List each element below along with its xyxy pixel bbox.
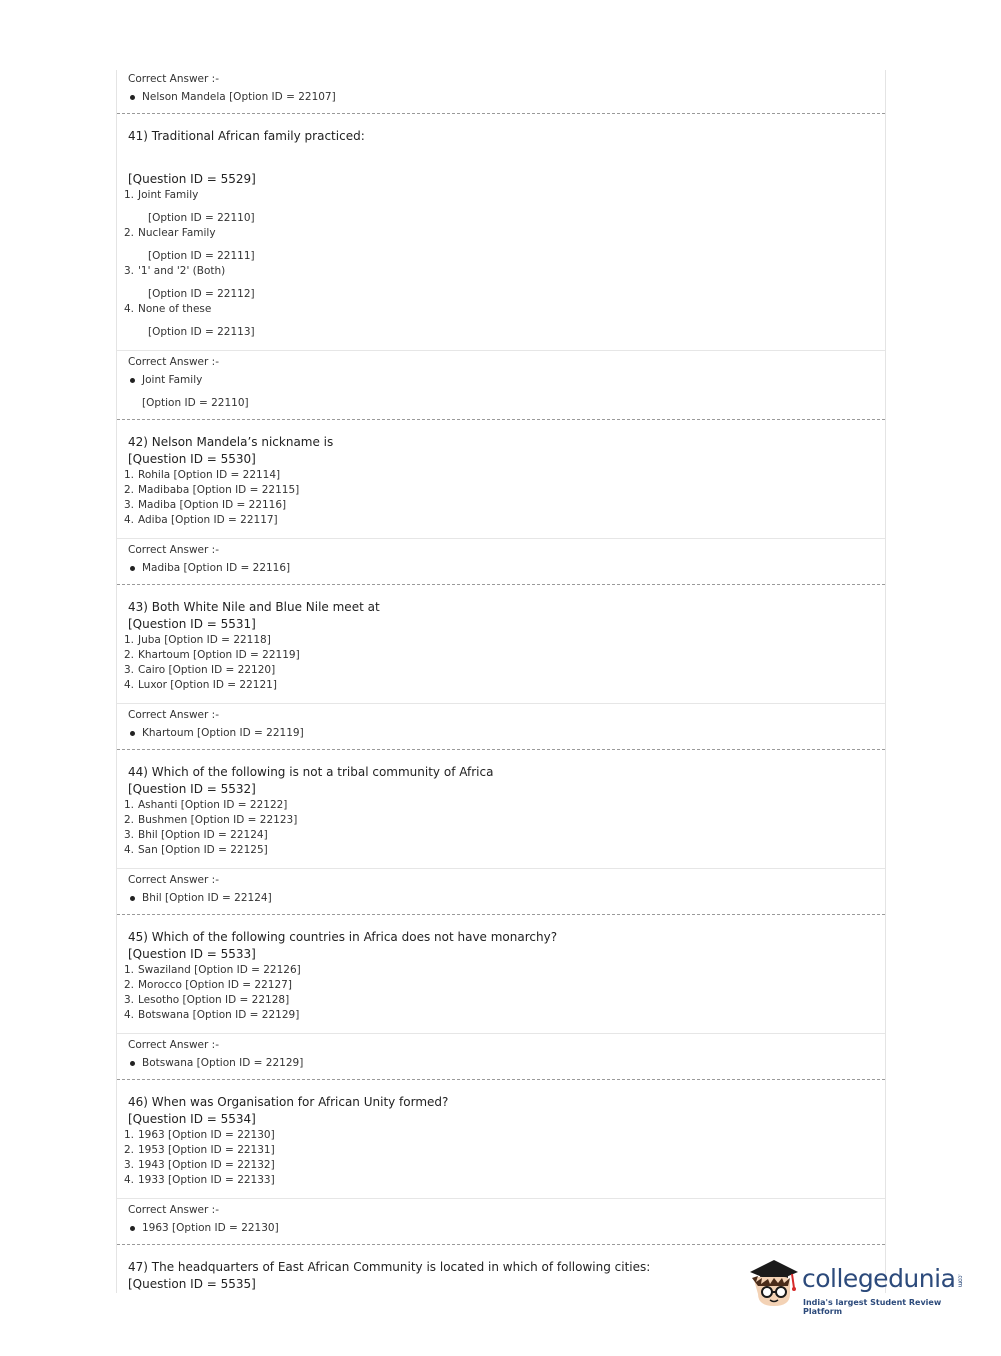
correct-answer-option-id: [Option ID = 22110]: [142, 397, 249, 409]
question-id: [Question ID = 5531]: [128, 617, 256, 631]
option-text: Luxor [Option ID = 22121]: [138, 679, 277, 691]
option-item: [124, 828, 875, 843]
question-title: 43) Both White Nile and Blue Nile meet at: [128, 600, 380, 614]
correct-answer-text: Madiba [Option ID = 22116]: [142, 562, 291, 574]
option-item: [124, 264, 875, 302]
question-43: [117, 585, 885, 693]
correct-answer-text: Joint Family: [142, 374, 203, 386]
question-id: [Question ID = 5535]: [128, 1277, 256, 1291]
option-text: Bhil [Option ID = 22124]: [138, 829, 268, 841]
collegedunia-logo: [744, 1250, 969, 1320]
correct-answer-item: [128, 891, 875, 906]
option-item: [124, 483, 875, 498]
option-number: 2.: [124, 649, 135, 661]
bullet-icon: [130, 731, 135, 736]
logo-suffix: .com: [956, 1273, 964, 1287]
question-45: [117, 915, 885, 1023]
correct-answer-block-40: [117, 70, 885, 105]
correct-answer-text: Botswana [Option ID = 22129]: [142, 1057, 304, 1069]
correct-answer-text: 1963 [Option ID = 22130]: [142, 1222, 279, 1234]
option-item: [124, 468, 875, 483]
option-number: 1.: [124, 469, 135, 481]
correct-answer-block-45: [117, 1034, 885, 1071]
option-number: 3.: [124, 499, 135, 511]
option-item: [124, 1143, 875, 1158]
option-item: [124, 1128, 875, 1143]
option-item: [124, 963, 875, 978]
option-list: [124, 468, 875, 528]
option-number: 2.: [124, 1144, 135, 1156]
option-item: [124, 188, 875, 226]
question-46: [117, 1080, 885, 1188]
option-item: [124, 498, 875, 513]
correct-answer-label: Correct Answer :-: [128, 1039, 219, 1051]
question-44: [117, 750, 885, 858]
option-text: '1' and '2' (Both): [138, 265, 226, 277]
question-id: [Question ID = 5533]: [128, 947, 256, 961]
option-id: [Option ID = 22113]: [148, 326, 255, 338]
option-number: 1.: [124, 634, 135, 646]
correct-answer-label: Correct Answer :-: [128, 356, 219, 368]
option-number: 2.: [124, 227, 135, 239]
correct-answer-block-43: [117, 704, 885, 741]
option-item: [124, 513, 875, 528]
option-list: [124, 798, 875, 858]
option-item: [124, 1173, 875, 1188]
option-text: Bushmen [Option ID = 22123]: [138, 814, 298, 826]
question-id: [Question ID = 5532]: [128, 782, 256, 796]
option-text: Nuclear Family: [138, 227, 216, 239]
option-number: 3.: [124, 994, 135, 1006]
option-item: [124, 678, 875, 693]
bullet-icon: [130, 378, 135, 383]
option-text: Lesotho [Option ID = 22128]: [138, 994, 290, 1006]
correct-answer-label: Correct Answer :-: [128, 544, 219, 556]
option-item: [124, 993, 875, 1008]
logo-name: collegedunia: [802, 1264, 956, 1293]
option-text: San [Option ID = 22125]: [138, 844, 268, 856]
question-title: 41) Traditional African family practiced:: [128, 129, 365, 143]
option-text: Madiba [Option ID = 22116]: [138, 499, 287, 511]
question-title: 46) When was Organisation for African Unity formed?: [128, 1095, 449, 1109]
option-item: [124, 1158, 875, 1173]
correct-answer-item: [128, 373, 875, 388]
correct-answer-label: Correct Answer :-: [128, 73, 219, 85]
option-item: [124, 633, 875, 648]
option-text: Rohila [Option ID = 22114]: [138, 469, 281, 481]
correct-answer-item: [128, 1056, 875, 1071]
option-number: 4.: [124, 1009, 135, 1021]
option-item: [124, 843, 875, 858]
option-number: 1.: [124, 189, 135, 201]
question-id: [Question ID = 5534]: [128, 1112, 256, 1126]
bullet-icon: [130, 896, 135, 901]
option-item: [124, 813, 875, 828]
option-item: [124, 226, 875, 264]
option-number: 2.: [124, 484, 135, 496]
option-item: [124, 978, 875, 993]
correct-answer-item: [128, 1221, 875, 1236]
question-title: 42) Nelson Mandela’s nickname is: [128, 435, 334, 449]
correct-answer-block-42: [117, 539, 885, 576]
bullet-icon: [130, 95, 135, 100]
option-text: Morocco [Option ID = 22127]: [138, 979, 292, 991]
option-item: [124, 798, 875, 813]
option-text: 1953 [Option ID = 22131]: [138, 1144, 275, 1156]
option-text: Ashanti [Option ID = 22122]: [138, 799, 288, 811]
correct-answer-block-46: [117, 1199, 885, 1236]
option-id: [Option ID = 22111]: [148, 250, 255, 262]
correct-answer-text: Khartoum [Option ID = 22119]: [142, 727, 304, 739]
option-id: [Option ID = 22110]: [148, 212, 255, 224]
question-id: [Question ID = 5530]: [128, 452, 256, 466]
question-id: [Question ID = 5529]: [128, 172, 256, 186]
question-paper: [116, 70, 886, 1293]
option-text: Botswana [Option ID = 22129]: [138, 1009, 300, 1021]
option-item: [124, 663, 875, 678]
option-id: [Option ID = 22112]: [148, 288, 255, 300]
option-text: 1933 [Option ID = 22133]: [138, 1174, 275, 1186]
option-item: [124, 1008, 875, 1023]
question-title: 47) The headquarters of East African Community is located in which of following cities:: [128, 1260, 651, 1274]
question-title: 45) Which of the following countries in Africa does not have monarchy?: [128, 930, 558, 944]
option-text: Cairo [Option ID = 22120]: [138, 664, 276, 676]
option-number: 1.: [124, 799, 135, 811]
option-text: Khartoum [Option ID = 22119]: [138, 649, 300, 661]
bullet-icon: [130, 1226, 135, 1231]
bullet-icon: [130, 566, 135, 571]
option-text: Madibaba [Option ID = 22115]: [138, 484, 300, 496]
correct-answer-text: Nelson Mandela [Option ID = 22107]: [142, 91, 336, 103]
correct-answer-text: Bhil [Option ID = 22124]: [142, 892, 272, 904]
option-number: 3.: [124, 265, 135, 277]
option-number: 4.: [124, 514, 135, 526]
correct-answer-label: Correct Answer :-: [128, 874, 219, 886]
option-number: 2.: [124, 814, 135, 826]
option-number: 3.: [124, 1159, 135, 1171]
option-text: 1963 [Option ID = 22130]: [138, 1129, 275, 1141]
option-text: 1943 [Option ID = 22132]: [138, 1159, 275, 1171]
option-number: 4.: [124, 1174, 135, 1186]
mascot-icon: [744, 1250, 804, 1312]
option-list: [124, 188, 875, 340]
option-number: 1.: [124, 1129, 135, 1141]
correct-answer-block-41: [117, 351, 885, 411]
option-number: 3.: [124, 829, 135, 841]
question-title: 44) Which of the following is not a tribal community of Africa: [128, 765, 494, 779]
option-text: Swaziland [Option ID = 22126]: [138, 964, 301, 976]
option-item: [124, 302, 875, 340]
question-42: [117, 420, 885, 528]
option-list: [124, 1128, 875, 1188]
correct-answer-label: Correct Answer :-: [128, 1204, 219, 1216]
option-number: 1.: [124, 964, 135, 976]
correct-answer-item: [128, 726, 875, 741]
option-text: Juba [Option ID = 22118]: [138, 634, 271, 646]
option-number: 3.: [124, 664, 135, 676]
option-item: [124, 648, 875, 663]
option-number: 4.: [124, 844, 135, 856]
correct-answer-item: [128, 90, 875, 105]
correct-answer-item: [128, 561, 875, 576]
option-list: [124, 633, 875, 693]
option-text: Adiba [Option ID = 22117]: [138, 514, 278, 526]
option-text: None of these: [138, 303, 212, 315]
option-text: Joint Family: [138, 189, 199, 201]
question-41: [117, 114, 885, 340]
logo-wordmark: [802, 1264, 963, 1293]
option-list: [124, 963, 875, 1023]
option-number: 2.: [124, 979, 135, 991]
option-number: 4.: [124, 679, 135, 691]
correct-answer-block-44: [117, 869, 885, 906]
logo-tagline: India's largest Student Review Platform: [803, 1298, 942, 1316]
bullet-icon: [130, 1061, 135, 1066]
option-number: 4.: [124, 303, 135, 315]
correct-answer-label: Correct Answer :-: [128, 709, 219, 721]
